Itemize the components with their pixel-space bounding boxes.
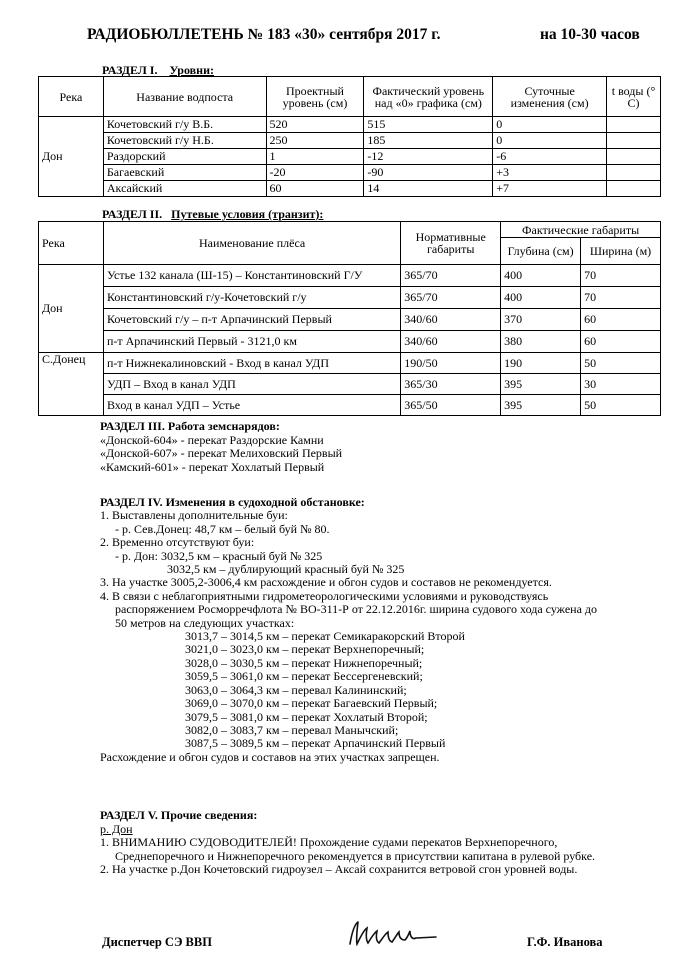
dredger-location: - перекат Хохлатый Первый xyxy=(178,459,325,474)
transit-col-depth: Глубина (см) xyxy=(501,238,581,265)
section5 xyxy=(100,809,595,877)
list-item: 3028,0 – 3030,5 км – перекат Нижнепоречный; xyxy=(185,655,423,670)
cell: 0 xyxy=(493,117,607,133)
segment-list xyxy=(100,630,597,751)
cell xyxy=(607,165,661,181)
levels-col-post: Название водпоста xyxy=(103,77,266,117)
levels-col-daily: Суточные изменения (см) xyxy=(493,77,607,117)
section5-title: РАЗДЕЛ V. Прочие сведения: xyxy=(100,808,258,822)
table-row xyxy=(39,395,661,416)
cell: Вход в канал УДП – Устье xyxy=(103,395,400,416)
section4-p2b: 3032,5 км – дублирующий красный буй № 325 xyxy=(167,562,405,577)
section4-p2a: - р. Дон: 3032,5 км – красный буй № 325 xyxy=(115,548,323,563)
cell: 60 xyxy=(581,309,661,331)
section4-p4-line1: 4. В связи с неблагоприятными гидрометеорологическими условиями и руководствуясь xyxy=(100,588,549,603)
list-item: 3021,0 – 3023,0 км – перекат Верхнепоречный; xyxy=(185,642,425,657)
cell: п-т Нижнекалиновский - Вход в канал УДП xyxy=(103,353,400,374)
section4-p1a: - р. Сев.Донец: 48,7 км – белый буй № 80. xyxy=(115,521,330,536)
cell: Кочетовский г/у – п-т Арпачинский Первый xyxy=(103,309,400,331)
levels-col-river: Река xyxy=(39,77,104,117)
cell xyxy=(607,133,661,149)
table-row xyxy=(39,117,661,133)
dispatcher-label: Диспетчер СЭ ВВП xyxy=(102,935,212,949)
table-row xyxy=(39,149,661,165)
list-item: 3063,0 – 3064,3 км – перевал Калининский; xyxy=(185,682,407,697)
cell: +3 xyxy=(493,165,607,181)
section2-prefix: РАЗДЕЛ II. xyxy=(102,207,163,221)
levels-river-don: Дон xyxy=(39,117,104,197)
section4-p4-line2: распоряжением Росморречфлота № ВО-311-Р от 22.12.2016г. ширина судового хода сужена до xyxy=(115,602,597,617)
levels-header-row xyxy=(39,77,661,117)
section5-p1-line1: 1. ВНИМАНИЮ СУДОВОДИТЕЛЕЙ! Прохождение судами перекатов Верхнепоречного, xyxy=(100,835,558,850)
section3-title: РАЗДЕЛ III. Работа земснарядов: xyxy=(100,419,280,433)
cell: -90 xyxy=(364,165,493,181)
list-item: 3059,5 – 3061,0 км – перекат Бессергеневский; xyxy=(185,669,423,684)
section3 xyxy=(100,420,342,474)
cell: 400 xyxy=(501,265,581,287)
section4-closing: Расхождение и обгон судов и составов на этих участках запрещен. xyxy=(100,749,440,764)
dredger-location: - перекат Мелиховский Первый xyxy=(177,446,343,460)
section4-p4-line3: 50 метров на следующих участках: xyxy=(115,615,295,630)
cell: Кочетовский г/у В.Б. xyxy=(103,117,266,133)
cell: 365/50 xyxy=(401,395,501,416)
cell: 14 xyxy=(364,181,493,197)
cell: Кочетовский г/у Н.Б. xyxy=(103,133,266,149)
levels-table xyxy=(38,76,661,197)
section4-title: РАЗДЕЛ IV. Изменения в судоходной обстановке: xyxy=(100,495,365,509)
section1-name: Уровни: xyxy=(169,63,214,77)
table-row xyxy=(39,374,661,395)
levels-col-actual: Фактический уровень над «0» графика (см) xyxy=(364,77,493,117)
list-item: 3013,7 – 3014,5 км – перекат Семикаракорский Второй xyxy=(185,629,465,644)
cell: УДП – Вход в канал УДП xyxy=(103,374,400,395)
cell: 50 xyxy=(581,395,661,416)
transit-col-width: Ширина (м) xyxy=(581,238,661,265)
section2-name: Путевые условия (транзит): xyxy=(171,207,324,221)
list-item: 3087,5 – 3089,5 км – перекат Арпачинский Первый xyxy=(185,736,446,751)
cell: 365/70 xyxy=(401,265,501,287)
cell: 400 xyxy=(501,287,581,309)
cell: 50 xyxy=(581,353,661,374)
cell: 365/30 xyxy=(401,374,501,395)
section5-p1-line2: Среднепоречного и Нижнепоречного рекомендуется в присутствии капитана в рулевой рубке. xyxy=(115,848,596,863)
table-row xyxy=(39,287,661,309)
signatory-name: Г.Ф. Иванова xyxy=(527,935,603,949)
section2-title xyxy=(102,207,323,222)
cell: 190 xyxy=(501,353,581,374)
transit-header-row1 xyxy=(39,222,661,238)
cell: 340/60 xyxy=(401,331,501,353)
cell: 520 xyxy=(266,117,364,133)
cell: Багаевский xyxy=(103,165,266,181)
cell: 250 xyxy=(266,133,364,149)
bulletin-title: РАДИОБЮЛЛЕТЕНЬ № 183 «30» сентября 2017 г. xyxy=(87,26,441,43)
list-item xyxy=(100,447,342,461)
table-row xyxy=(39,181,661,197)
dredger-name: «Донской-604» xyxy=(100,432,178,447)
table-row xyxy=(39,133,661,149)
section5-sub: р. Дон xyxy=(100,821,133,836)
table-row xyxy=(39,265,661,287)
cell: 395 xyxy=(501,374,581,395)
levels-col-temp: t воды (° С) xyxy=(607,77,661,117)
cell: -6 xyxy=(493,149,607,165)
cell: +7 xyxy=(493,181,607,197)
signature-icon xyxy=(346,918,441,950)
cell: -20 xyxy=(266,165,364,181)
cell: 1 xyxy=(266,149,364,165)
table-row xyxy=(39,353,661,374)
list-item xyxy=(100,434,342,448)
cell: 0 xyxy=(493,133,607,149)
cell: 30 xyxy=(581,374,661,395)
cell xyxy=(607,117,661,133)
transit-col-actual: Фактические габариты xyxy=(501,222,661,238)
transit-river-sdonets: С.Донец xyxy=(39,353,104,416)
dredger-name: «Камский-601» xyxy=(100,459,179,474)
list-item: 3079,5 – 3081,0 км – перекат Хохлатый Второй; xyxy=(185,709,428,724)
cell: -12 xyxy=(364,149,493,165)
cell: Устье 132 канала (Ш-15) – Константиновский Г/У xyxy=(103,265,400,287)
cell xyxy=(607,181,661,197)
cell: 380 xyxy=(501,331,581,353)
list-item: 3069,0 – 3070,0 км – перекат Багаевский Первый; xyxy=(185,696,438,711)
cell: 190/50 xyxy=(401,353,501,374)
section4-p3: 3. На участке 3005,2-3006,4 км расхождение и обгон судов и составов не рекомендуется. xyxy=(100,575,552,590)
list-item xyxy=(100,461,342,475)
dredger-location: - перекат Раздорские Камни xyxy=(177,432,324,447)
dredger-name: «Донской-607» xyxy=(100,446,178,460)
table-row xyxy=(39,165,661,181)
levels-col-design: Проектный уровень (см) xyxy=(266,77,364,117)
section1-prefix: РАЗДЕЛ I. xyxy=(102,63,158,77)
section5-p2: 2. На участке р.Дон Кочетовский гидроузел – Аксай сохранится ветровой сгон уровней воды. xyxy=(100,862,578,877)
cell: Константиновский г/у-Кочетовский г/у xyxy=(103,287,400,309)
section4-p1: 1. Выставлены дополнительные буи: xyxy=(100,508,288,523)
table-row xyxy=(39,309,661,331)
transit-col-norm: Нормативные габариты xyxy=(401,222,501,265)
section4-p2: 2. Временно отсутствуют буи: xyxy=(100,535,255,550)
transit-table xyxy=(38,221,661,416)
transit-col-reach: Наименование плёса xyxy=(103,222,400,265)
cell xyxy=(607,149,661,165)
list-item: 3082,0 – 3083,7 км – перевал Манычский; xyxy=(185,722,399,737)
cell: 185 xyxy=(364,133,493,149)
table-row xyxy=(39,331,661,353)
cell: 515 xyxy=(364,117,493,133)
cell: 70 xyxy=(581,265,661,287)
section4 xyxy=(100,496,597,764)
transit-col-river: Река xyxy=(39,222,104,265)
cell: 365/70 xyxy=(401,287,501,309)
bulletin-time: на 10-30 часов xyxy=(540,26,640,43)
cell: 395 xyxy=(501,395,581,416)
cell: п-т Арпачинский Первый - 3121,0 км xyxy=(103,331,400,353)
cell: 60 xyxy=(581,331,661,353)
cell: 60 xyxy=(266,181,364,197)
cell: 370 xyxy=(501,309,581,331)
cell: 340/60 xyxy=(401,309,501,331)
transit-river-don: Дон xyxy=(39,265,104,353)
cell: 70 xyxy=(581,287,661,309)
cell: Аксайский xyxy=(103,181,266,197)
cell: Раздорский xyxy=(103,149,266,165)
